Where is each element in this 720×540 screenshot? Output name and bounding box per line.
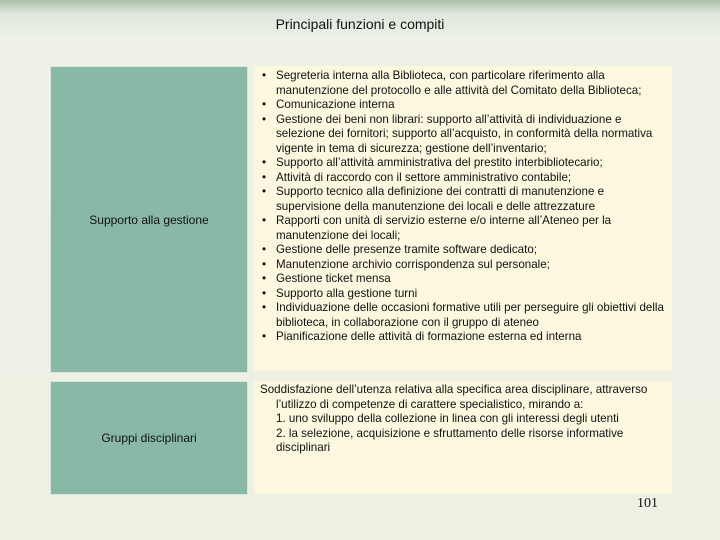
row-content-supporto-gestione <box>254 66 672 371</box>
list-item: • Segreteria interna alla Biblioteca, con particolare riferimento alla manutenzione del protocollo e alle attività del Comitato della Biblioteca; <box>262 69 664 98</box>
row-label-gruppi-disciplinari <box>50 381 248 495</box>
description-intro: Soddisfazione dell’utenza relativa alla specifica area disciplinare, attraverso l’utilizzo di competenze di carattere specialistico, mirando a: <box>260 383 648 411</box>
description-point: 2. la selezione, acquisizione e sfruttamento delle risorse informative disciplinari <box>276 426 624 454</box>
row-label-text: Gruppi disciplinari <box>101 431 197 445</box>
row-content-gruppi-disciplinari <box>254 381 672 494</box>
list-item: • Rapporti con unità di servizio esterne e/o interne all’Ateneo per la manutenzione dei locali; <box>262 214 664 243</box>
list-item: • Supporto tecnico alla definizione dei contratti di manutenzione e supervisione della manutenzione dei locali e delle attrezzature <box>262 185 664 214</box>
slide-title: Principali funzioni e compiti <box>275 16 445 32</box>
list-item: • Pianificazione delle attività di formazione esterna ed interna <box>262 330 664 345</box>
page-number: 101 <box>637 496 658 511</box>
list-item: • Manutenzione archivio corrispondenza sul personale; <box>262 258 664 273</box>
list-item: • Gestione ticket mensa <box>262 272 664 287</box>
list-item: • Gestione dei beni non librari: supporto all’attività di individuazione e selezione dei fornitori; supporto all’acquisto, in conformità della normativa vigente in tema di sicurezza; gestione dell’inventario; <box>262 113 664 157</box>
list-item: • Attività di raccordo con il settore amministrativo contabile; <box>262 171 664 186</box>
list-item: • Supporto all’attività amministrativa del prestito interbibliotecario; <box>262 156 664 171</box>
description-paragraph <box>260 383 664 456</box>
list-item: • Gestione delle presenze tramite software dedicato; <box>262 243 664 258</box>
list-item: • Supporto alla gestione turni <box>262 287 664 302</box>
list-item: • Comunicazione interna <box>262 98 664 113</box>
description-point: 1. uno sviluppo della collezione in linea con gli interessi degli utenti <box>276 412 619 425</box>
row-label-text: Supporto alla gestione <box>89 212 209 227</box>
list-item: • Individuazione delle occasioni formative utili per perseguire gli obiettivi della biblioteca, in collaborazione con il gruppo di ateneo <box>262 301 664 330</box>
row-label-supporto-gestione <box>50 66 248 373</box>
task-list <box>262 69 664 345</box>
